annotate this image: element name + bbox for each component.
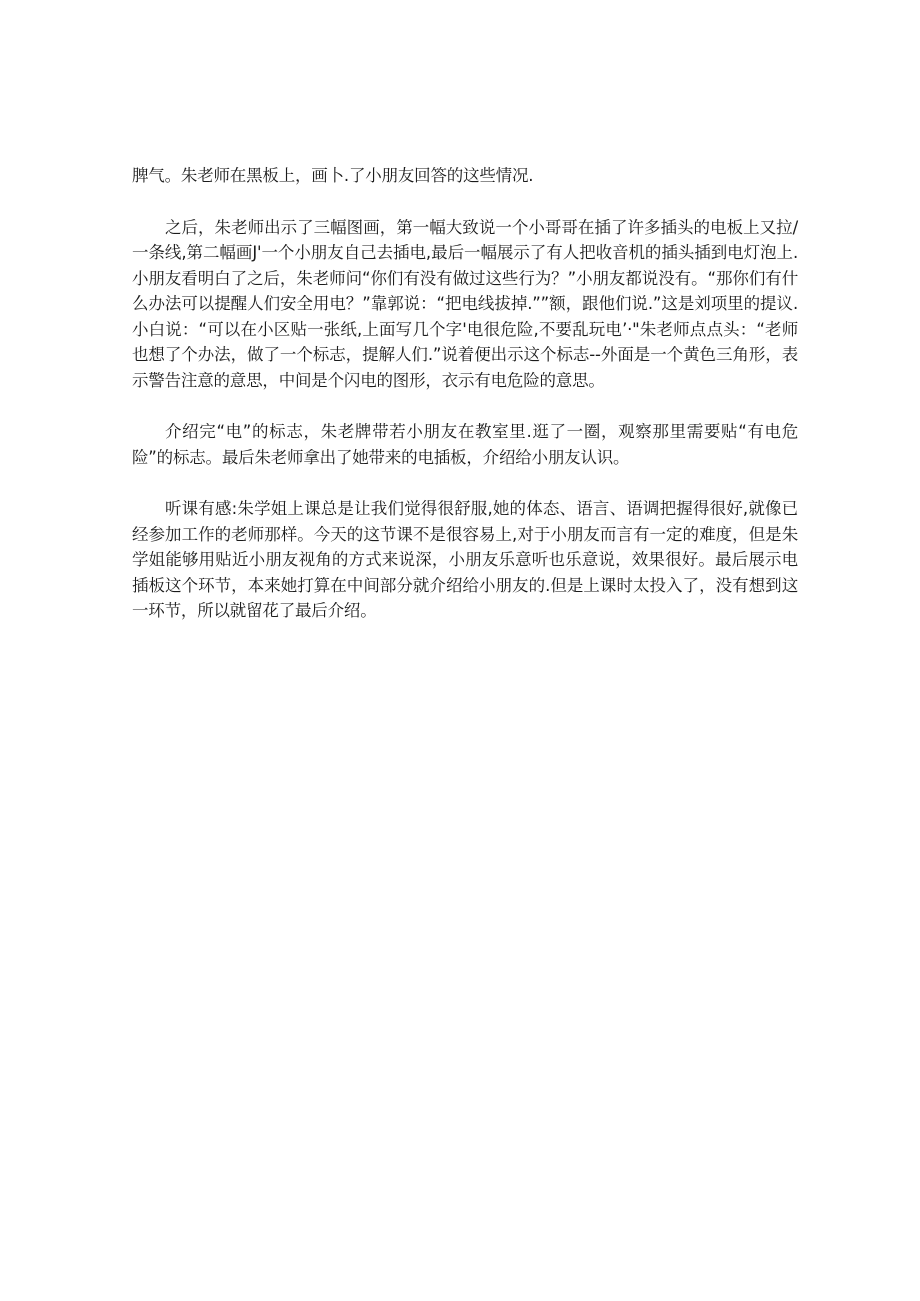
- paragraph-1: 脾气。朱老师在黑板上，画卜.了小朋友回答的这些情况.: [132, 166, 534, 185]
- document-body: [132, 163, 798, 650]
- paragraph-2: 之后，朱老师出示了三幅图画，第一幅大致说一个小哥哥在插了许多插头的电板上又拉/一条线,第二幅画J'一个小朋友自己去插电,最后一幅展示了有人把收音机的插头插到电灯泡上.小朋友看明白了之后，朱老师问“你们有没有做过这些行为？”小朋友都说没有。“那你们有什么办法可以提醒人们安全用电？”靠郭说：“把电线拔掉.””额，跟他们说.”这是刘项里的提议.小白说：“可以在小区贴一张纸,上面写几个字'电很危险,不要乱玩电’·"朱老师点点头：“老师也想了个办法，做了一个标志，提解人们.”说着便出示这个标志--外面是一个黄色三角形，表示警告注意的意思，中间是个闪电的图形，衣示有电危险的意思。: [132, 217, 798, 390]
- paragraph-4: 听课有感:朱学姐上课总是让我们觉得很舒服,她的体态、语言、语调把握得很好,就像已经参加工作的老师那样。今天的这节课不是很容易上,对于小朋友而言有一定的难度，但是朱学姐能够用贴近小朋友视角的方式来说深，小朋友乐意听也乐意说，效果很好。最后展示电插板这个环节，本来她打算在中间部分就介绍给小朋友的.但是上课时太投入了，没有想到这一环节，所以就留花了最后介绍。: [132, 499, 798, 620]
- paragraph-3: 介绍完“电”的标志，朱老牌带若小朋友在教室里.逛了一圈，观察那里需要贴“有电危险”的标志。最后朱老师拿出了她带来的电插板，介绍给小朋友认识。: [132, 422, 798, 467]
